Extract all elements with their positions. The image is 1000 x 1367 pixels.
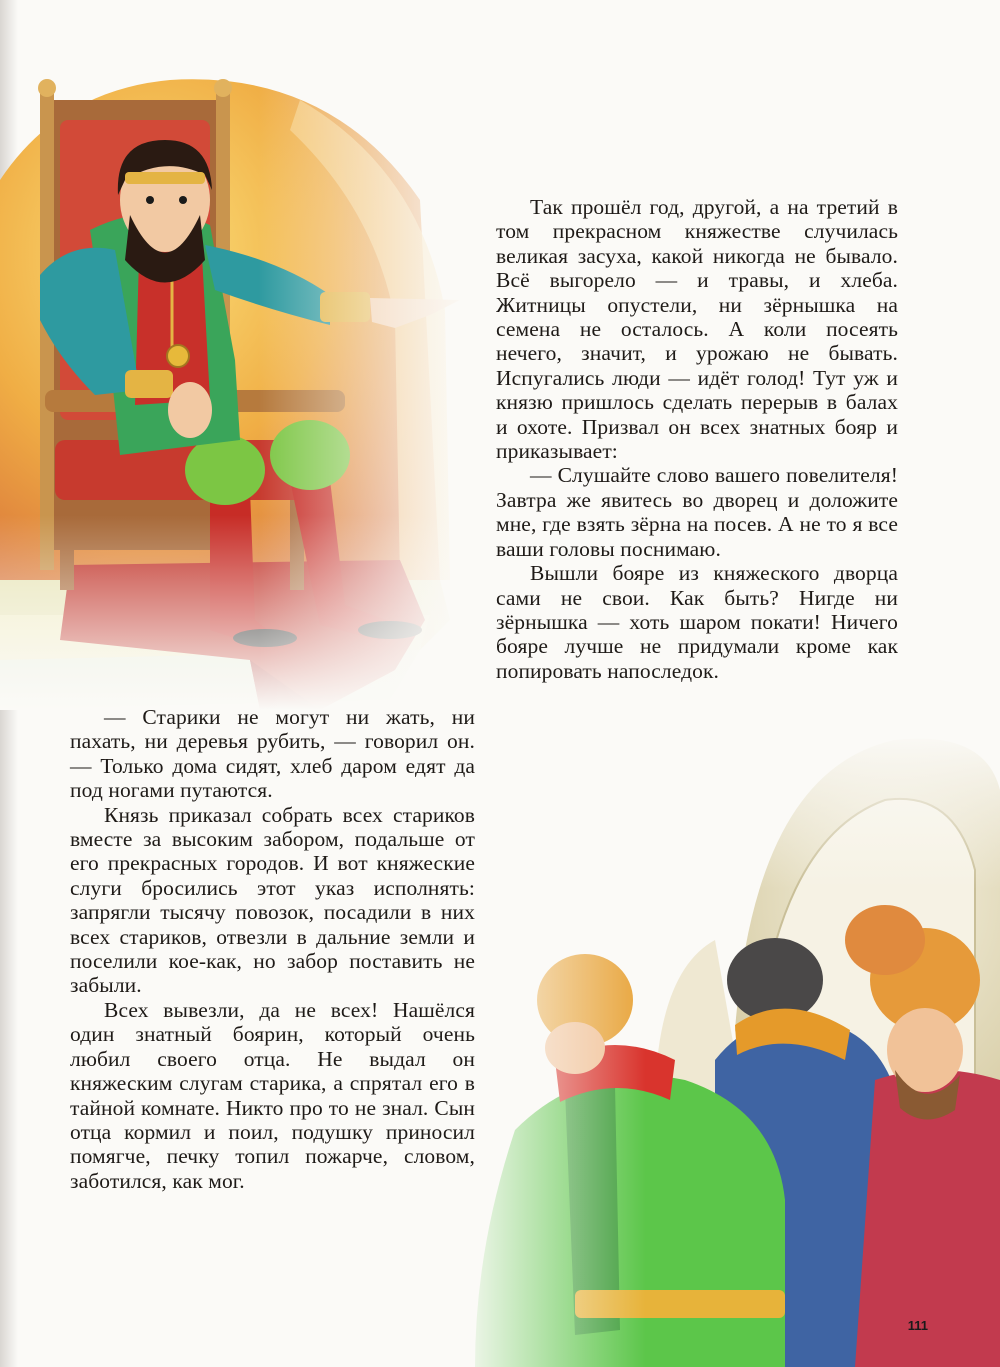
paragraph: Князь приказал собрать всех стариков вместе за высоким забором, подальше от его прекрасных городов. И вот княжеские слуги бросились этот указ исполнять: запрягли тысячу повозок, посадили в них всех стариков, отвезли в дальние земли и поселили кое-как, но забор поставить не забыли.	[70, 802, 475, 998]
prince-on-throne-illustration	[0, 60, 470, 710]
story-text-right-column	[496, 195, 898, 683]
paragraph: — Слушайте слово вашего повелителя! Завтра же явитесь во дворец и доложите мне, где взять зёрна на посев. А не то я все ваши головы поснимаю.	[496, 463, 898, 561]
page-number: 111	[907, 1318, 928, 1333]
paragraph: Вышли бояре из княжеского дворца сами не свои. Как быть? Нигде ни зёрнышка — хоть шаром покати! Ничего бояре лучше не придумали кроме как попировать напоследок.	[496, 561, 898, 683]
prince-illustration-svg	[0, 60, 470, 710]
paragraph: — Старики не могут ни жать, ни пахать, ни деревья рубить, — говорил он. — Только дома сидят, хлеб даром едят да под ногами путаются.	[70, 705, 475, 803]
story-text-left-column	[70, 705, 475, 1193]
paragraph: Всех вывезли, да не всех! Нашёлся один знатный боярин, который очень любил своего отца. Не выдал он княжеским слугам старика, а спрятал его в тайной комнате. Никто про то не знал. Сын отца кормил и поил, подушку приносил помягче, печку топил пожарче, словом, заботился, как мог.	[70, 997, 475, 1193]
boyars-illustration-svg	[455, 730, 1000, 1367]
boyars-illustration	[455, 730, 1000, 1367]
paragraph: Так прошёл год, другой, а на третий в том прекрасном княжестве случилась великая засуха, какой никогда не бывало. Всё выгорело — и травы, и хлеба. Житницы опустели, ни зёрнышка на семена не осталось. А коли посеять нечего, значит, и урожаю не бывать. Испугались люди — идёт голод! Тут уж и князю пришлось сделать перерыв в балах и охоте. Призвал он всех знатных бояр и приказывает:	[496, 195, 898, 464]
